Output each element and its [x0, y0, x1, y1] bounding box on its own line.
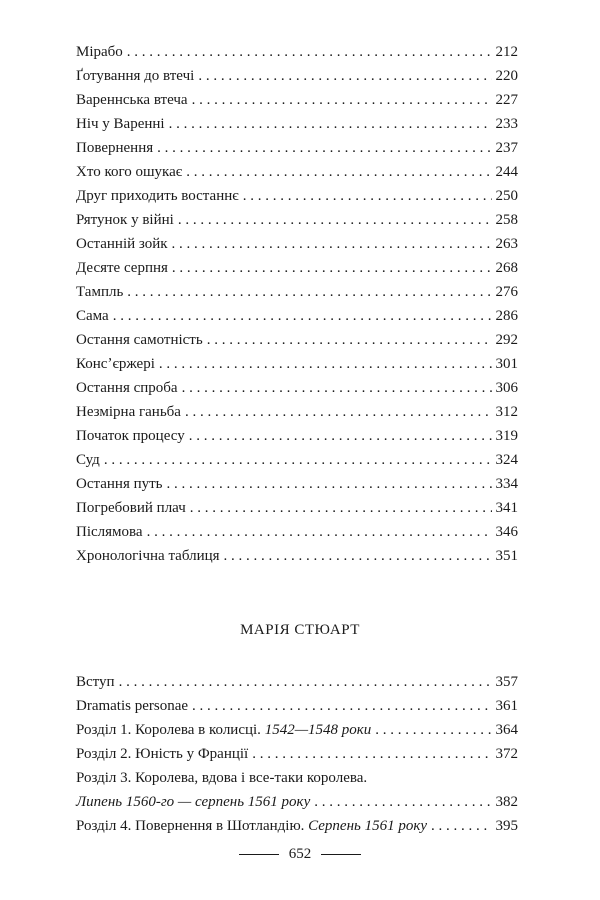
- chapter-dates: Серпень 1561 року: [308, 818, 428, 834]
- toc-entry-page: 364: [495, 722, 518, 738]
- toc-entry-title-continued: [76, 790, 310, 814]
- toc-entry-title: Вступ: [76, 674, 115, 690]
- dot-leader: [192, 694, 491, 718]
- toc-entry-page: 357: [495, 674, 518, 690]
- toc-entry: [76, 40, 518, 64]
- dot-leader: [167, 472, 492, 496]
- toc-list-mary-stuart: [76, 670, 518, 838]
- toc-entry: [76, 232, 518, 256]
- toc-entry-title: Суд: [76, 452, 100, 468]
- toc-entry: [76, 742, 518, 766]
- dot-leader: [252, 742, 491, 766]
- toc-entry: [76, 280, 518, 304]
- dot-leader: [178, 208, 492, 232]
- toc-entry-title: Хто кого ошукає: [76, 164, 183, 180]
- dot-leader: [185, 400, 492, 424]
- toc-list-marie-antoinette: [76, 40, 518, 568]
- dot-leader: [127, 280, 491, 304]
- toc-entry: [76, 184, 518, 208]
- toc-entry-title: Сама: [76, 308, 109, 324]
- toc-entry: [76, 376, 518, 400]
- toc-entry-page: 286: [495, 308, 518, 324]
- toc-entry: [76, 544, 518, 568]
- toc-entry: [76, 448, 518, 472]
- footer-rule-left: [239, 854, 279, 855]
- toc-entry-title: Розділ 3. Королева, вдова і все-таки королева.: [76, 770, 368, 786]
- dot-leader: [431, 814, 491, 838]
- toc-entry-page: 233: [495, 116, 518, 132]
- dot-leader: [119, 670, 492, 694]
- dot-leader: [147, 520, 492, 544]
- toc-entry-title: Остання самотність: [76, 332, 203, 348]
- dot-leader: [157, 136, 491, 160]
- toc-entry-title: Розділ 2. Юність у Франції: [76, 746, 249, 762]
- toc-entry-page: 263: [495, 236, 518, 252]
- toc-entry-title: Друг приходить востаннє: [76, 188, 239, 204]
- toc-entry-title: Повернення: [76, 140, 154, 156]
- toc-entry: [76, 496, 518, 520]
- toc-entry: [76, 64, 518, 88]
- dot-leader: [189, 424, 492, 448]
- toc-entry: [76, 304, 518, 328]
- toc-entry-page: 351: [495, 548, 518, 564]
- toc-entry-page: 361: [495, 698, 518, 714]
- toc-entry: [76, 424, 518, 448]
- dot-leader: [375, 718, 491, 742]
- toc-entry: [76, 400, 518, 424]
- toc-entry: [76, 208, 518, 232]
- toc-entry: [76, 352, 518, 376]
- toc-entry: [76, 718, 518, 742]
- section-heading: МАРІЯ СТЮАРТ: [240, 622, 360, 638]
- toc-entry-title: Ґотування до втечі: [76, 68, 195, 84]
- chapter-dates: Липень 1560-го — серпень 1561 року: [76, 794, 311, 810]
- dot-leader: [192, 88, 492, 112]
- dot-leader: [182, 376, 492, 400]
- toc-entry-page: 306: [495, 380, 518, 396]
- dot-leader: [190, 496, 492, 520]
- toc-entry-page: 212: [495, 44, 518, 60]
- toc-entry: [76, 670, 518, 694]
- toc-entry-title: Остання путь: [76, 476, 163, 492]
- toc-entry-title: Десяте серпня: [76, 260, 168, 276]
- toc-entry-page: 312: [495, 404, 518, 420]
- toc-entry: [76, 472, 518, 496]
- dot-leader: [224, 544, 492, 568]
- toc-entry-page: 250: [495, 188, 518, 204]
- toc-entry-title: [76, 814, 427, 838]
- toc-entry-page: 346: [495, 524, 518, 540]
- toc-entry-page: 324: [495, 452, 518, 468]
- toc-entry-title: Dramatis personae: [76, 698, 189, 714]
- toc-entry-title: Початок процесу: [76, 428, 185, 444]
- chapter-dates: 1542—1548 роки: [264, 722, 372, 738]
- toc-entry: [76, 160, 518, 184]
- dot-leader: [186, 160, 491, 184]
- toc-entry-page: 382: [495, 794, 518, 810]
- toc-entry-title: Вареннська втеча: [76, 92, 188, 108]
- toc-entry: [76, 112, 518, 136]
- toc-entry-page: 292: [495, 332, 518, 348]
- toc-entry-page: 301: [495, 356, 518, 372]
- dot-leader: [169, 112, 492, 136]
- toc-entry: [76, 256, 518, 280]
- toc-entry-page: 268: [495, 260, 518, 276]
- toc-entry-title: Тампль: [76, 284, 124, 300]
- toc-entry-title: Післямова: [76, 524, 143, 540]
- toc-entry-page: 334: [495, 476, 518, 492]
- toc-entry-title: Ніч у Варенні: [76, 116, 165, 132]
- page-number: 652: [288, 846, 312, 862]
- toc-entry-page: 220: [495, 68, 518, 84]
- dot-leader: [243, 184, 492, 208]
- dot-leader: [159, 352, 492, 376]
- toc-entry-title: Рятунок у війні: [76, 212, 174, 228]
- toc-entry-page: 237: [495, 140, 518, 156]
- dot-leader: [207, 328, 492, 352]
- footer-rule-right: [321, 854, 361, 855]
- dot-leader: [113, 304, 492, 328]
- toc-entry-page: 227: [495, 92, 518, 108]
- toc-entry-title: Погребовий плач: [76, 500, 186, 516]
- toc-entry-page: 372: [495, 746, 518, 762]
- toc-entry: [76, 136, 518, 160]
- toc-entry: [76, 814, 518, 838]
- chapter-title: Розділ 4. Повернення в Шотландію.: [76, 818, 309, 834]
- chapter-title: Розділ 1. Королева в колисці.: [76, 722, 265, 738]
- toc-entry-title: Мірабо: [76, 44, 123, 60]
- toc-entry-page: 395: [495, 818, 518, 834]
- toc-entry: [76, 694, 518, 718]
- toc-entry: [76, 88, 518, 112]
- toc-entry-page: 276: [495, 284, 518, 300]
- dot-leader: [172, 256, 492, 280]
- page-footer: [0, 846, 600, 863]
- toc-entry-page: 244: [495, 164, 518, 180]
- dot-leader: [172, 232, 492, 256]
- toc-entry-title: [76, 718, 371, 742]
- toc-entry: [76, 328, 518, 352]
- toc-entry-page: 319: [495, 428, 518, 444]
- toc-entry-page: 258: [495, 212, 518, 228]
- toc-entry-title: Консʼєржері: [76, 356, 155, 372]
- toc-entry-title: Незмірна ганьба: [76, 404, 181, 420]
- toc-entry-title: Останній зойк: [76, 236, 168, 252]
- toc-entry-page: 341: [495, 500, 518, 516]
- toc-entry-title: Остання спроба: [76, 380, 178, 396]
- dot-leader: [198, 64, 491, 88]
- dot-leader: [104, 448, 492, 472]
- dot-leader: [314, 790, 491, 814]
- toc-entry: [76, 520, 518, 544]
- toc-entry: [76, 790, 518, 814]
- dot-leader: [127, 40, 492, 64]
- toc-entry-title: Хронологічна таблиця: [76, 548, 220, 564]
